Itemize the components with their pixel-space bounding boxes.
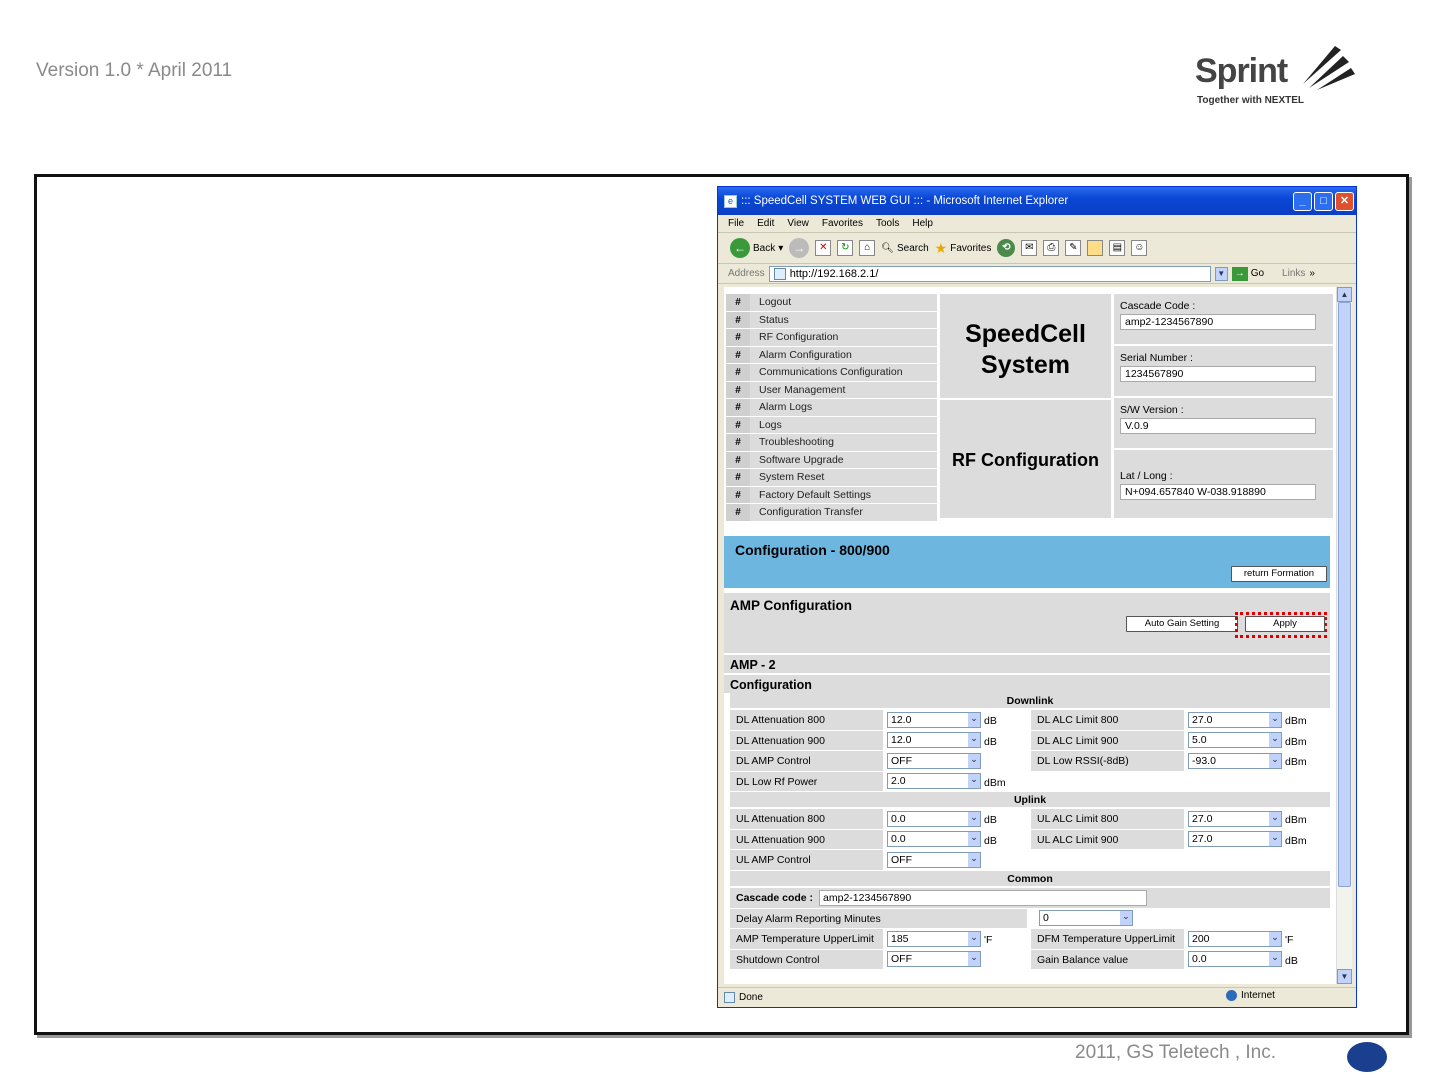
- version-text: Version 1.0 * April 2011: [36, 60, 233, 81]
- info-value-field: amp2-1234567890: [1120, 314, 1316, 330]
- nav-item-software-upgrade[interactable]: [726, 452, 937, 470]
- search-label: Search: [896, 242, 929, 254]
- page-number-badge: [1347, 1042, 1387, 1072]
- scroll-up-icon[interactable]: ▲: [1337, 287, 1352, 302]
- menu-bar: [718, 215, 1356, 233]
- favorites-label: Favorites: [950, 242, 992, 254]
- menu-view[interactable]: View: [787, 218, 809, 229]
- page-status-icon: [724, 992, 735, 1003]
- search-button[interactable]: [881, 243, 928, 254]
- param-unit: dB: [984, 834, 997, 847]
- nav-item-rf-configuration[interactable]: [726, 329, 937, 347]
- param-unit: dB: [1285, 954, 1298, 967]
- param-label: DL ALC Limit 800: [1031, 710, 1184, 730]
- section-header: Uplink: [730, 792, 1330, 809]
- nav-item-label[interactable]: Software Upgrade: [750, 452, 937, 469]
- param-select[interactable]: -93.0 ⌄: [1188, 753, 1282, 769]
- scroll-down-icon[interactable]: ▼: [1337, 969, 1352, 984]
- nav-item-alarm-configuration[interactable]: [726, 347, 937, 365]
- amp-config-title: AMP Configuration: [730, 598, 852, 613]
- nav-item-label[interactable]: Logs: [750, 417, 937, 434]
- config-banner: [724, 536, 1330, 588]
- nav-menu: [726, 294, 937, 522]
- param-label: Shutdown Control: [730, 950, 883, 970]
- cascade-code-row: [730, 888, 1330, 909]
- logo-wordmark: Sprint: [1195, 52, 1288, 90]
- stop-icon[interactable]: ✕: [815, 240, 831, 256]
- menu-tools[interactable]: Tools: [875, 218, 900, 229]
- sprint-wing-icon: [1295, 40, 1357, 94]
- nav-hash: #: [726, 382, 750, 399]
- mail-icon[interactable]: ✉: [1021, 240, 1037, 256]
- browser-toolbar: [718, 233, 1356, 264]
- info-label: S/W Version :: [1120, 404, 1184, 416]
- status-text: Done: [739, 992, 763, 1003]
- nav-item-factory-default-settings[interactable]: [726, 487, 937, 505]
- config-banner-title: Configuration - 800/900: [735, 542, 890, 558]
- info-item: [1114, 294, 1333, 346]
- param-select[interactable]: 27.0 ⌄: [1188, 811, 1282, 827]
- config-row: [730, 850, 1330, 871]
- nav-item-label[interactable]: Alarm Logs: [750, 399, 937, 416]
- menu-favorites[interactable]: Favorites: [821, 218, 863, 229]
- return-formation-button[interactable]: return Formation: [1231, 566, 1327, 582]
- info-value-field: 1234567890: [1120, 366, 1316, 382]
- param-unit: dBm: [1285, 756, 1307, 769]
- forward-button[interactable]: →: [789, 238, 809, 258]
- nav-item-label[interactable]: Troubleshooting: [750, 434, 937, 451]
- param-label: DL ALC Limit 900: [1031, 731, 1184, 751]
- star-icon: ★: [934, 239, 948, 256]
- param-label: DL AMP Control: [730, 751, 883, 771]
- nav-hash: #: [726, 452, 750, 469]
- nav-item-label[interactable]: RF Configuration: [750, 329, 937, 346]
- back-button[interactable]: ← Back ▾: [730, 238, 783, 258]
- nav-item-logout[interactable]: [726, 294, 937, 312]
- links-label[interactable]: Links: [1282, 268, 1306, 279]
- nav-item-label[interactable]: User Management: [750, 382, 937, 399]
- print-icon[interactable]: ⎙: [1043, 240, 1059, 256]
- cascade-code-input[interactable]: amp2-1234567890: [819, 890, 1147, 906]
- param-label: DL Attenuation 800: [730, 710, 883, 730]
- param-select[interactable]: 0.0 ⌄: [1188, 951, 1282, 967]
- window-titlebar[interactable]: [718, 187, 1356, 215]
- param-select[interactable]: 0.0 ⌄: [887, 831, 981, 847]
- param-unit: dB: [984, 814, 997, 827]
- config-row: [730, 929, 1330, 950]
- refresh-icon[interactable]: ↻: [837, 240, 853, 256]
- nav-item-label[interactable]: Configuration Transfer: [750, 504, 937, 521]
- nav-item-label[interactable]: Communications Configuration: [750, 364, 937, 381]
- menu-edit[interactable]: Edit: [757, 218, 775, 229]
- info-label: Cascade Code :: [1120, 300, 1196, 312]
- messenger-icon[interactable]: ☺: [1131, 240, 1147, 256]
- param-unit: dB: [984, 715, 997, 728]
- info-value-field: V.0.9: [1120, 418, 1316, 434]
- config-row: [730, 751, 1330, 772]
- nav-item-label[interactable]: Factory Default Settings: [750, 487, 937, 504]
- nav-item-label[interactable]: Status: [750, 312, 937, 329]
- param-select[interactable]: 12.0 ⌄: [887, 732, 981, 748]
- back-label: Back: [753, 242, 776, 254]
- nav-item-configuration-transfer[interactable]: [726, 504, 937, 522]
- nav-hash: #: [726, 399, 750, 416]
- scroll-thumb[interactable]: [1338, 302, 1351, 887]
- close-icon[interactable]: ✕: [1335, 192, 1354, 211]
- param-select[interactable]: 5.0 ⌄: [1188, 732, 1282, 748]
- param-unit: dBm: [1285, 814, 1307, 827]
- param-unit: 'F: [1285, 934, 1294, 947]
- page-title: RF Configuration: [952, 450, 1099, 470]
- nav-hash: #: [726, 364, 750, 381]
- param-unit: dBm: [1285, 834, 1307, 847]
- delay-alarm-label: Delay Alarm Reporting Minutes: [730, 909, 1027, 929]
- nav-hash: #: [726, 329, 750, 346]
- nav-item-status[interactable]: [726, 312, 937, 330]
- param-label: Gain Balance value: [1031, 950, 1184, 970]
- config-row: [730, 809, 1330, 830]
- menu-help[interactable]: Help: [912, 218, 933, 229]
- address-dropdown-icon[interactable]: ▼: [1215, 267, 1228, 281]
- nav-hash: #: [726, 294, 750, 311]
- param-label: UL Attenuation 900: [730, 830, 883, 850]
- go-button[interactable]: [1232, 267, 1264, 281]
- param-select[interactable]: 200 ⌄: [1188, 931, 1282, 947]
- param-unit: dBm: [984, 776, 1006, 789]
- vertical-scrollbar[interactable]: [1336, 287, 1352, 984]
- nav-item-label[interactable]: Alarm Configuration: [750, 347, 937, 364]
- info-value-field: N+094.657840 W-038.918890: [1120, 484, 1316, 500]
- nav-item-system-reset[interactable]: [726, 469, 937, 487]
- configuration-label: Configuration: [724, 673, 1330, 693]
- go-arrow-icon: →: [1232, 267, 1248, 281]
- param-select[interactable]: OFF ⌄: [887, 951, 981, 967]
- apply-button[interactable]: Apply: [1245, 616, 1325, 632]
- sprint-logo: [1195, 40, 1375, 110]
- chevron-icon[interactable]: »: [1309, 268, 1315, 279]
- param-select[interactable]: 0.0 ⌄: [887, 811, 981, 827]
- research-icon[interactable]: ▤: [1109, 240, 1125, 256]
- config-row: [730, 710, 1330, 731]
- param-label: UL AMP Control: [730, 850, 883, 870]
- nav-hash: #: [726, 347, 750, 364]
- info-label: Serial Number :: [1120, 352, 1193, 364]
- param-unit: dB: [984, 735, 997, 748]
- param-select[interactable]: 185 ⌄: [887, 931, 981, 947]
- param-label: AMP Temperature UpperLimit: [730, 929, 883, 949]
- nav-hash: #: [726, 504, 750, 521]
- config-row: [730, 731, 1330, 752]
- security-zone: [1226, 990, 1275, 1001]
- nav-hash: #: [726, 469, 750, 486]
- info-item: [1114, 346, 1333, 398]
- config-grid: [730, 693, 1330, 970]
- page-viewport: [724, 287, 1336, 984]
- param-unit: dBm: [1285, 735, 1307, 748]
- nav-hash: #: [726, 434, 750, 451]
- maximize-icon[interactable]: □: [1314, 192, 1333, 211]
- amp-label: AMP - 2: [724, 653, 1330, 673]
- param-select[interactable]: 27.0 ⌄: [1188, 831, 1282, 847]
- info-item: [1114, 398, 1333, 450]
- param-select[interactable]: 2.0 ⌄: [887, 773, 981, 789]
- nav-item-label[interactable]: Logout: [750, 294, 937, 311]
- window-title: ::: SpeedCell SYSTEM WEB GUI ::: - Microsoft Internet Explorer: [741, 195, 1069, 207]
- address-label: Address: [728, 268, 765, 279]
- logo-tagline: Together with NEXTEL: [1197, 95, 1305, 106]
- info-item: [1114, 450, 1333, 520]
- param-select[interactable]: 12.0 ⌄: [887, 712, 981, 728]
- param-label: UL ALC Limit 900: [1031, 830, 1184, 850]
- section-header: Common: [730, 871, 1330, 888]
- home-icon[interactable]: ⌂: [859, 240, 875, 256]
- zone-text: Internet: [1241, 990, 1275, 1001]
- param-label: DL Low Rf Power: [730, 772, 883, 792]
- nav-hash: #: [726, 417, 750, 434]
- config-row: [730, 830, 1330, 851]
- system-title: [940, 319, 1111, 381]
- globe-icon: [1226, 990, 1237, 1001]
- nav-item-logs[interactable]: [726, 417, 937, 435]
- ie-page-icon: e: [724, 195, 737, 208]
- nav-item-troubleshooting[interactable]: [726, 434, 937, 452]
- search-icon: 🔍︎: [881, 242, 894, 254]
- favorites-button[interactable]: [935, 240, 992, 257]
- param-label: DL Low RSSI(-8dB): [1031, 751, 1184, 771]
- param-select[interactable]: 27.0 ⌄: [1188, 712, 1282, 728]
- system-title-line1: SpeedCell: [965, 320, 1086, 348]
- device-info-panel: [1114, 294, 1333, 518]
- footer-copyright: 2011, GS Teletech , Inc.: [1075, 1042, 1277, 1063]
- param-select[interactable]: OFF ⌄: [887, 852, 981, 868]
- back-arrow-icon: ←: [730, 238, 750, 258]
- delay-alarm-row: [730, 909, 1330, 930]
- param-label: DFM Temperature UpperLimit: [1031, 929, 1184, 949]
- address-bar: [718, 264, 1356, 284]
- menu-file[interactable]: File: [728, 218, 745, 229]
- nav-hash: #: [726, 487, 750, 504]
- nav-item-label[interactable]: System Reset: [750, 469, 937, 486]
- go-label: Go: [1250, 268, 1265, 279]
- address-input[interactable]: [769, 266, 1211, 282]
- info-label: Lat / Long :: [1120, 470, 1173, 482]
- param-unit: 'F: [984, 934, 993, 947]
- config-row: [730, 950, 1330, 971]
- nav-item-user-management[interactable]: [726, 382, 937, 400]
- folder-icon[interactable]: [1087, 240, 1103, 256]
- cascade-code-label: Cascade code :: [736, 891, 814, 904]
- address-value: http://192.168.2.1/: [789, 267, 879, 280]
- param-label: DL Attenuation 900: [730, 731, 883, 751]
- delay-alarm-select[interactable]: 0 ⌄: [1039, 910, 1133, 926]
- minimize-icon[interactable]: _: [1293, 192, 1312, 211]
- status-bar: [718, 987, 1356, 1007]
- config-row: [730, 772, 1330, 793]
- history-icon[interactable]: ⟲: [997, 239, 1015, 257]
- param-label: UL Attenuation 800: [730, 809, 883, 829]
- browser-window: [717, 186, 1357, 1008]
- title-panel: [940, 294, 1111, 518]
- edit-icon[interactable]: ✎: [1065, 240, 1081, 256]
- system-title-line2: System: [981, 351, 1070, 379]
- section-header: Downlink: [730, 693, 1330, 710]
- param-unit: dBm: [1285, 715, 1307, 728]
- nav-item-alarm-logs[interactable]: [726, 399, 937, 417]
- auto-gain-setting-button[interactable]: Auto Gain Setting: [1126, 616, 1238, 632]
- amp-config-header: [724, 593, 1330, 653]
- param-label: UL ALC Limit 800: [1031, 809, 1184, 829]
- page-icon: [774, 268, 786, 280]
- nav-item-communications-configuration[interactable]: [726, 364, 937, 382]
- param-select[interactable]: OFF ⌄: [887, 753, 981, 769]
- nav-hash: #: [726, 312, 750, 329]
